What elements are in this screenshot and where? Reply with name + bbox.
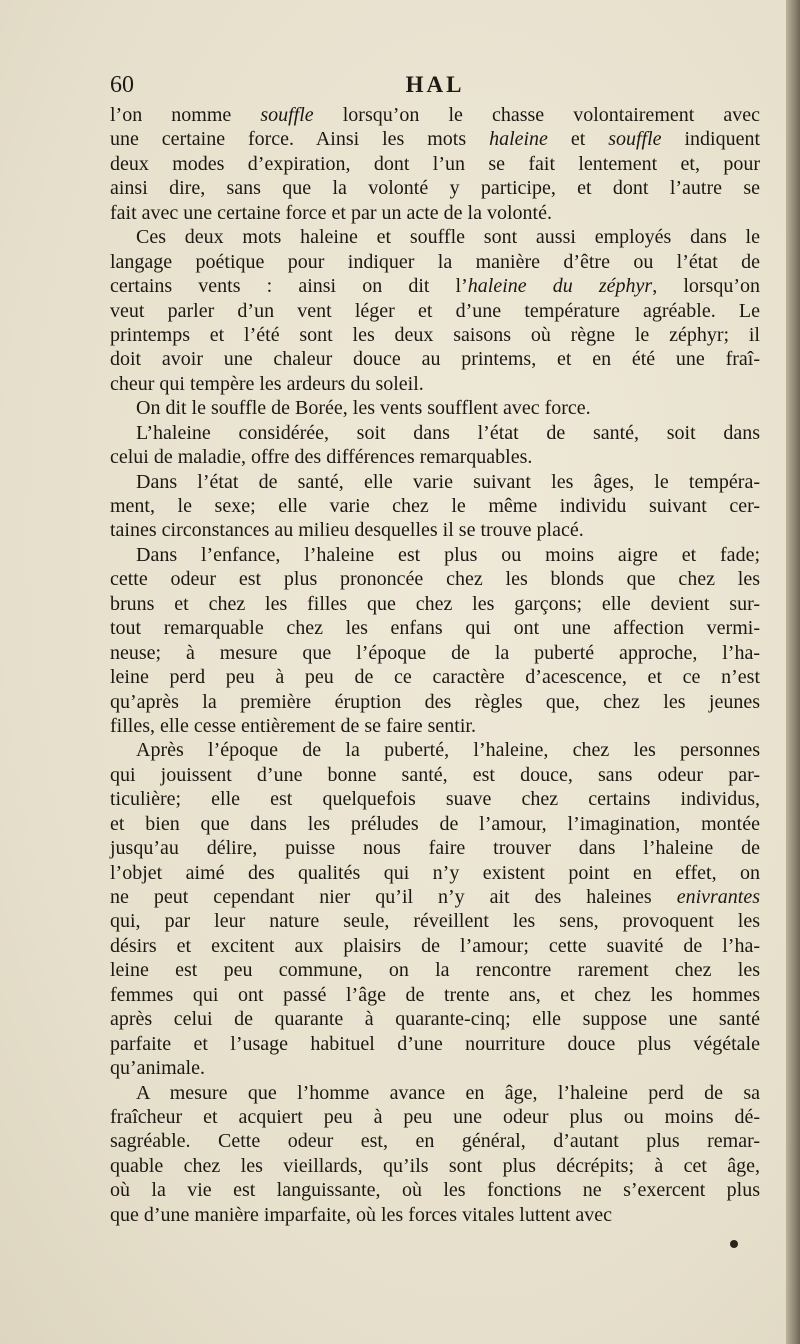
book-gutter — [786, 0, 800, 1344]
text-line — [110, 225, 760, 249]
text-run: qui, par leur nature seule, réveillent les sens, provoquent les — [110, 910, 760, 933]
text-run: qui jouissent d’une bonne santé, est douce, sans odeur par- — [110, 763, 760, 786]
text-line — [110, 543, 760, 567]
text-run: L’haleine considérée, soit dans l’état de santé, soit dans — [136, 421, 760, 444]
text-line — [110, 983, 760, 1007]
text-line — [110, 152, 760, 176]
text-run: veut parler d’un vent léger et d’une température agréable. Le — [110, 299, 760, 322]
text-line — [110, 616, 760, 640]
text-run: ticulière; elle est quelquefois suave chez certains individus, — [110, 788, 760, 811]
text-run: filles, elle cesse entièrement de se faire sentir. — [110, 714, 476, 737]
text-line — [110, 812, 760, 836]
text-run: taines circonstances au milieu desquelles il se trouve placé. — [110, 519, 584, 542]
italic-text: souffle — [260, 104, 314, 126]
text-run: jusqu’au délire, puisse nous faire trouver dans l’haleine de — [110, 837, 760, 860]
text-run: doit avoir une chaleur douce au printems, et en été une fraî- — [110, 348, 760, 371]
text-line — [110, 103, 760, 127]
text-line — [110, 567, 760, 591]
text-line — [110, 127, 760, 151]
text-run: ainsi dire, sans que la volonté y participe, et dont l’autre se — [110, 177, 760, 200]
text-line — [110, 1105, 760, 1129]
text-line — [110, 1178, 760, 1202]
text-run: l’on nomme — [110, 104, 261, 126]
text-line — [110, 518, 760, 542]
text-run: Dans l’enfance, l’haleine est plus ou moins aigre et fade; — [136, 543, 760, 566]
paragraph — [110, 396, 760, 420]
text-run: qu’animale. — [110, 1057, 205, 1080]
text-line — [110, 347, 760, 371]
text-line — [110, 372, 760, 396]
page-number: 60 — [110, 72, 134, 98]
text-run: leine est peu commune, on la rencontre rarement chez les — [110, 959, 760, 982]
text-line — [110, 274, 760, 298]
text-line — [110, 250, 760, 274]
text-line — [110, 787, 760, 811]
text-run: et — [547, 128, 609, 151]
text-run: printemps et l’été sont les deux saisons où règne le zéphyr; il — [110, 323, 760, 346]
text-line — [110, 176, 760, 200]
text-run: indiquent — [661, 128, 761, 151]
text-line — [110, 861, 760, 885]
paragraph — [110, 543, 760, 739]
text-line — [110, 494, 760, 518]
text-run: et bien que dans les préludes de l’amour, l’imagination, montée — [110, 812, 760, 835]
text-line — [110, 1056, 760, 1080]
text-run: ment, le sexe; elle varie chez le même individu suivant cer- — [110, 495, 760, 517]
text-line — [110, 445, 760, 469]
text-run: femmes qui ont passé l’âge de trente ans, et chez les hommes — [110, 983, 760, 1006]
italic-text: enivrantes — [676, 886, 760, 908]
text-run: , lorsqu’on — [652, 275, 760, 298]
text-run: parfaite et l’usage habituel d’une nourriture douce plus végétale — [110, 1032, 760, 1055]
text-run: sagréable. Cette odeur est, en général, d’autant plus remar- — [110, 1130, 760, 1153]
text-run: tout remarquable chez les enfans qui ont une affection vermi- — [110, 617, 760, 640]
text-run: qu’après la première éruption des règles que, chez les jeunes — [110, 690, 760, 713]
text-run: ne peut cependant nier qu’il n’y ait des haleines — [110, 886, 677, 908]
text-run: où la vie est languissante, où les fonctions ne s’exercent plus — [110, 1179, 760, 1202]
paragraph — [110, 738, 760, 1080]
text-line — [110, 738, 760, 762]
text-line — [110, 323, 760, 347]
text-run: cheur qui tempère les ardeurs du soleil. — [110, 372, 424, 395]
text-line — [110, 714, 760, 738]
paragraph — [110, 470, 760, 543]
paragraph — [110, 103, 760, 225]
text-line — [110, 1154, 760, 1178]
text-line — [110, 690, 760, 714]
text-run: une certaine force. Ainsi les mots — [110, 128, 490, 151]
text-run: cette odeur est plus prononcée chez les blonds que chez les — [110, 568, 760, 591]
text-line — [110, 641, 760, 665]
text-run: bruns et chez les filles que chez les garçons; elle devient sur- — [110, 592, 760, 615]
text-run: langage poétique pour indiquer la manière d’être ou l’état de — [110, 250, 760, 273]
text-line — [110, 421, 760, 445]
text-run: certains vents : ainsi on dit l’ — [110, 275, 468, 298]
text-run: fraîcheur et acquiert peu à peu une odeur plus ou moins dé- — [110, 1105, 760, 1128]
text-run: On dit le souffle de Borée, les vents soufflent avec force. — [136, 397, 591, 420]
text-run: Dans l’état de santé, elle varie suivant les âges, le tempéra- — [136, 470, 760, 493]
italic-text: haleine du zéphyr — [467, 275, 653, 298]
text-run: leine perd peu à peu de ce caractère d’acescence, et ce n’est — [110, 666, 760, 689]
paragraph — [110, 225, 760, 396]
text-line — [110, 958, 760, 982]
text-run: après celui de quarante à quarante-cinq; elle suppose une santé — [110, 1008, 760, 1031]
text-line — [110, 885, 760, 909]
text-run: que d’une manière imparfaite, où les forces vitales luttent avec — [110, 1203, 613, 1226]
text-line — [110, 1032, 760, 1056]
text-run: lorsqu’on le chasse volontairement avec — [313, 104, 760, 126]
italic-text: souffle — [608, 128, 662, 151]
text-line — [110, 470, 760, 494]
text-line — [110, 909, 760, 933]
paragraph — [110, 421, 760, 470]
text-run: quable chez les vieillards, qu’ils sont plus décrépits; à cet âge, — [110, 1154, 760, 1177]
text-line — [110, 1129, 760, 1153]
text-line — [110, 1081, 760, 1105]
text-line — [110, 592, 760, 616]
page-header — [110, 72, 760, 102]
text-line — [110, 396, 760, 420]
text-run: fait avec une certaine force et par un acte de la volonté. — [110, 201, 552, 224]
text-line — [110, 1203, 760, 1227]
text-run: A mesure que l’homme avance en âge, l’haleine perd de sa — [136, 1081, 760, 1104]
running-title: HAL — [405, 72, 465, 97]
text-run: celui de maladie, offre des différences remarquables. — [110, 446, 533, 469]
text-line — [110, 934, 760, 958]
text-run: l’objet aimé des qualités qui n’y existent point en effet, on — [110, 861, 760, 884]
text-line — [110, 836, 760, 860]
text-run: Ces deux mots haleine et souffle sont aussi employés dans le — [136, 226, 760, 249]
text-line — [110, 763, 760, 787]
text-line — [110, 299, 760, 323]
text-run: deux modes d’expiration, dont l’un se fait lentement et, pour — [110, 152, 760, 175]
paragraph — [110, 1081, 760, 1228]
text-run: Après l’époque de la puberté, l’haleine, chez les personnes — [136, 739, 760, 762]
italic-text: haleine — [489, 128, 548, 151]
text-line — [110, 1007, 760, 1031]
body-text — [110, 103, 760, 1227]
text-line — [110, 665, 760, 689]
text-run: neuse; à mesure que l’époque de la puberté approche, l’ha- — [110, 641, 760, 664]
ink-spot — [730, 1240, 738, 1248]
text-line — [110, 201, 760, 225]
text-run: désirs et excitent aux plaisirs de l’amour; cette suavité de l’ha- — [110, 934, 760, 957]
